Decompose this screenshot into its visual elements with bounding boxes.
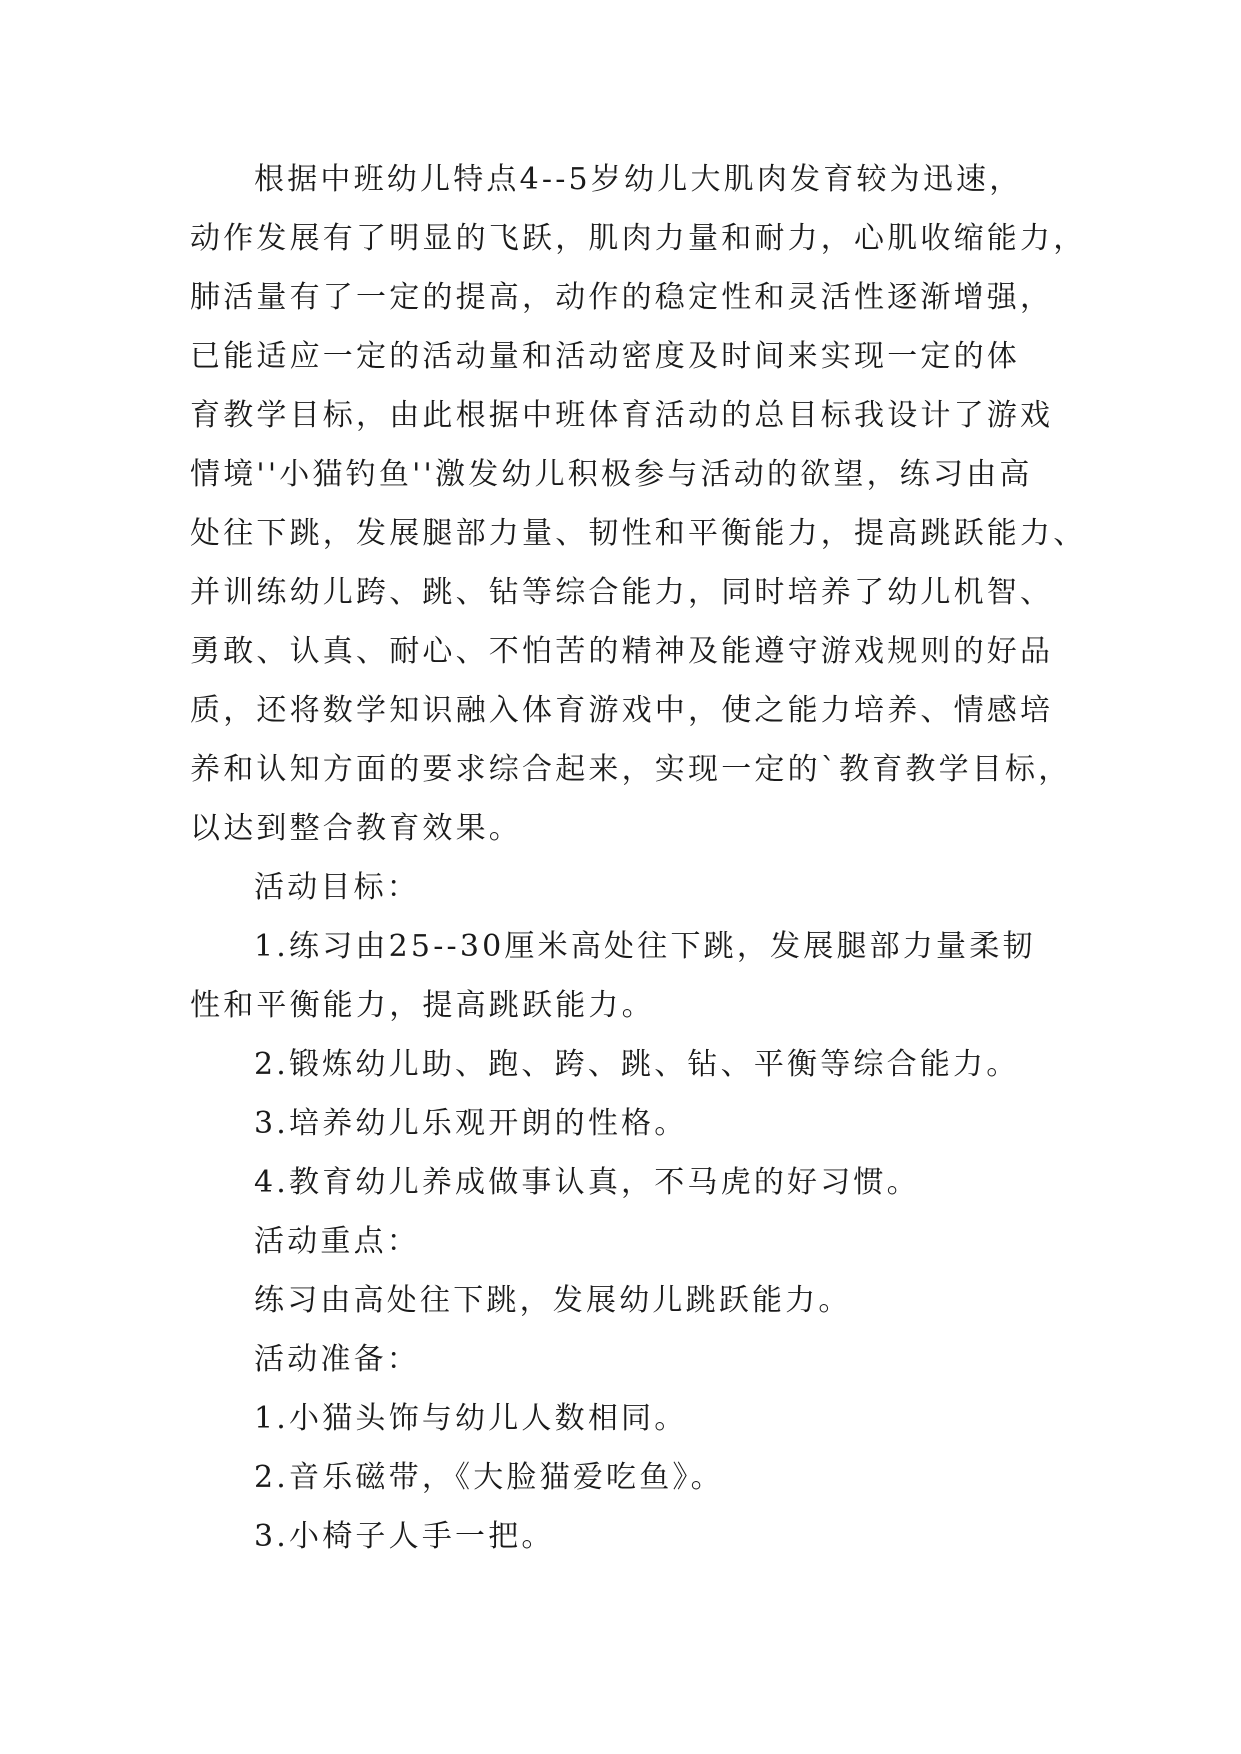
list-item-continued: 性和平衡能力，提高跳跃能力。 — [190, 988, 655, 1023]
paragraph-line: 育教学目标，由此根据中班体育活动的总目标我设计了游戏 — [190, 398, 1054, 433]
paragraph-line: 以达到整合教育效果。 — [190, 811, 522, 846]
paragraph-line: 质，还将数学知识融入体育游戏中，使之能力培养、情感培 — [190, 693, 1054, 728]
list-item: 1.练习由25--30厘米高处往下跳，发展腿部力量柔韧 — [254, 929, 1036, 964]
paragraph-line: 根据中班幼儿特点4--5岁幼儿大肌肉发育较为迅速， — [254, 162, 1023, 197]
paragraph-line: 肺活量有了一定的提高，动作的稳定性和灵活性逐渐增强， — [190, 280, 1054, 315]
list-item: 2.锻炼幼儿助、跑、跨、跳、钻、平衡等综合能力。 — [254, 1047, 1020, 1082]
list-item: 3.培养幼儿乐观开朗的性格。 — [254, 1106, 688, 1141]
section-heading-preparation: 活动准备： — [254, 1342, 420, 1377]
section-heading-focus: 活动重点： — [254, 1224, 420, 1259]
list-item: 1.小猫头饰与幼儿人数相同。 — [254, 1401, 688, 1436]
paragraph-line: 练习由高处往下跳，发展幼儿跳跃能力。 — [254, 1283, 852, 1318]
list-item: 3.小椅子人手一把。 — [254, 1519, 555, 1554]
paragraph-line: 养和认知方面的要求综合起来，实现一定的`教育教学目标， — [190, 752, 1072, 787]
list-item: 4.教育幼儿养成做事认真，不马虎的好习惯。 — [254, 1165, 920, 1200]
paragraph-line: 情境''小猫钓鱼''激发幼儿积极参与活动的欲望，练习由高 — [190, 457, 1033, 492]
paragraph-line: 动作发展有了明显的飞跃，肌肉力量和耐力，心肌收缩能力， — [190, 221, 1087, 256]
paragraph-line: 勇敢、认真、耐心、不怕苦的精神及能遵守游戏规则的好品 — [190, 634, 1054, 669]
list-item: 2.音乐磁带，《大脸猫爱吃鱼》。 — [254, 1460, 724, 1495]
paragraph-line: 处往下跳，发展腿部力量、韧性和平衡能力，提高跳跃能力、 — [190, 516, 1087, 551]
paragraph-line: 已能适应一定的活动量和活动密度及时间来实现一定的体 — [190, 339, 1020, 374]
section-heading-objectives: 活动目标： — [254, 870, 420, 905]
paragraph-line: 并训练幼儿跨、跳、钻等综合能力，同时培养了幼儿机智、 — [190, 575, 1054, 610]
